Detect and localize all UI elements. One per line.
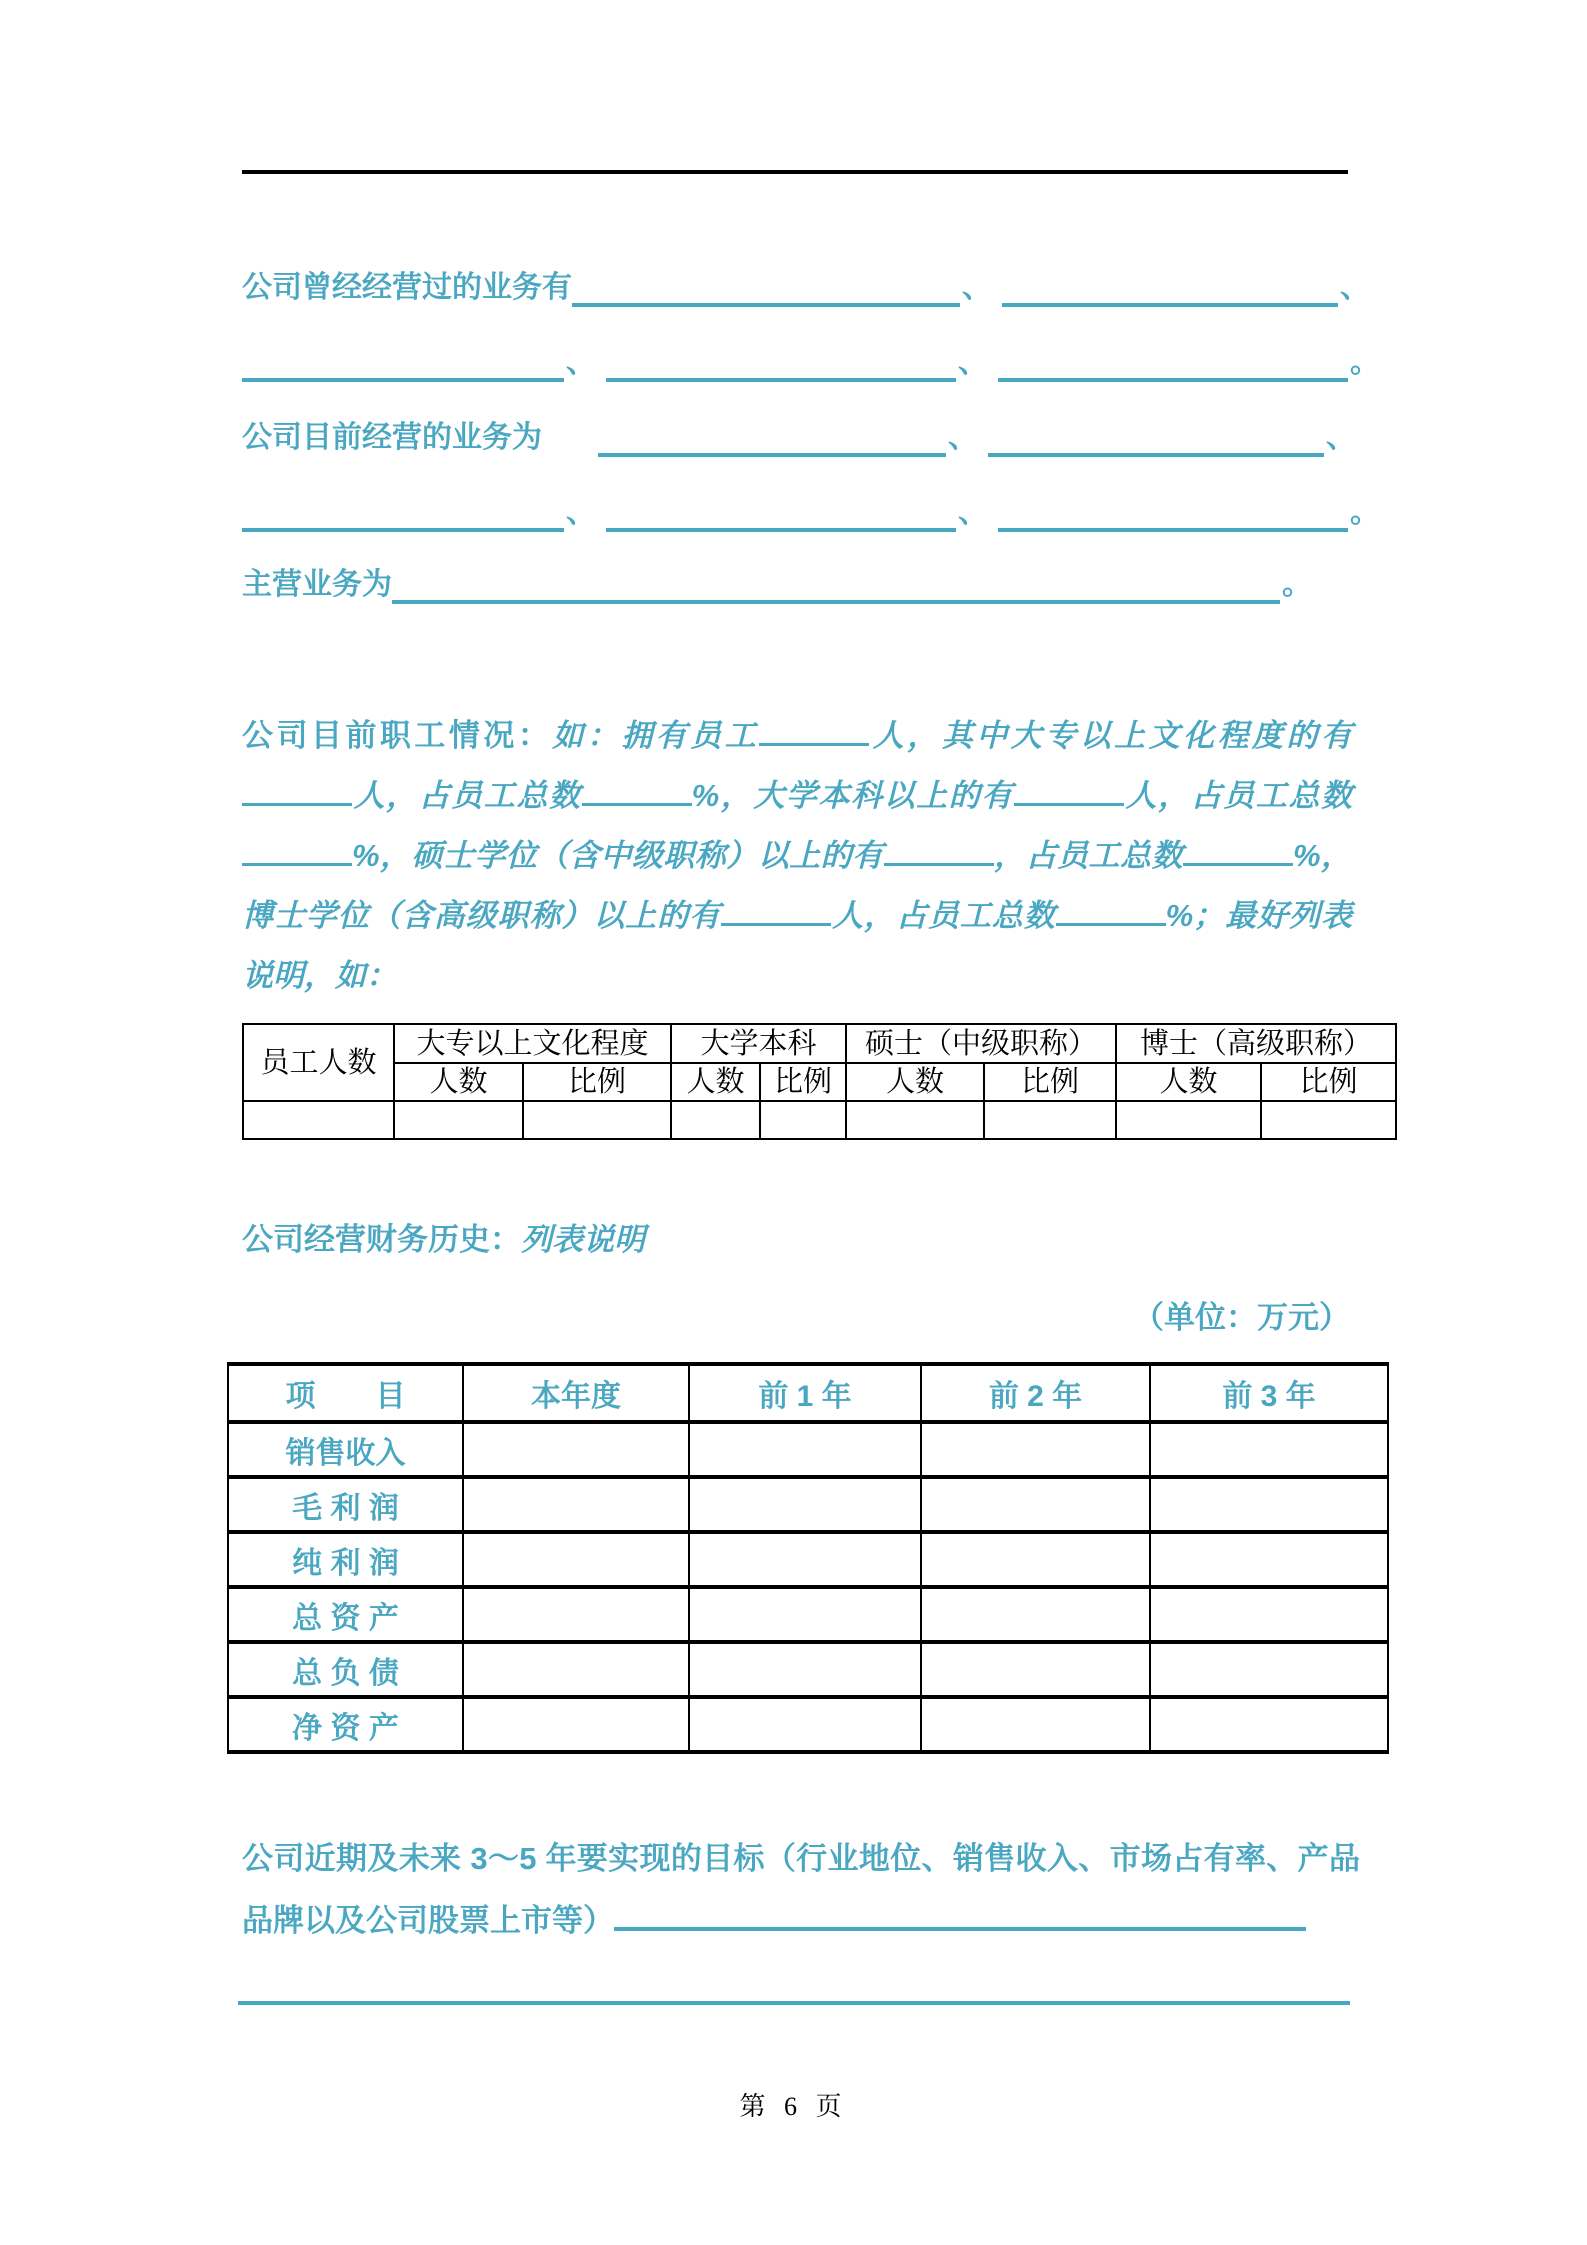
fill-blank bbox=[242, 837, 352, 866]
fill-blank bbox=[572, 269, 960, 307]
fill-blank bbox=[582, 777, 692, 806]
subheader-ratio: 比例 bbox=[523, 1063, 671, 1101]
staff-table bbox=[242, 1023, 1397, 1140]
empty-cell bbox=[1150, 1697, 1388, 1752]
finance-title bbox=[242, 1214, 645, 1259]
empty-cell bbox=[463, 1477, 689, 1532]
staff-paragraph-lead: 公司目前职工情况： bbox=[242, 718, 553, 753]
empty-cell bbox=[984, 1101, 1116, 1139]
period-mark: 。 bbox=[1350, 346, 1380, 379]
comma-mark: 、 bbox=[1340, 271, 1370, 304]
past-business-line-2 bbox=[242, 340, 1382, 382]
goals-text: 公司近期及未来 3～5 年要实现的目标（行业地位、销售收入、市场占有率、产品品牌以及公司股票上市等） bbox=[242, 1841, 1360, 1938]
empty-cell bbox=[921, 1477, 1150, 1532]
fill-blank bbox=[598, 419, 946, 457]
fill-blank bbox=[242, 777, 352, 806]
empty-cell bbox=[921, 1587, 1150, 1642]
subheader-ratio: 比例 bbox=[760, 1063, 846, 1101]
period-mark: 。 bbox=[1282, 568, 1312, 601]
comma-mark: 、 bbox=[958, 346, 988, 379]
empty-cell bbox=[463, 1642, 689, 1697]
fill-blank bbox=[998, 344, 1348, 382]
empty-cell bbox=[1261, 1101, 1396, 1139]
empty-cell bbox=[1150, 1642, 1388, 1697]
empty-cell bbox=[921, 1532, 1150, 1587]
row-label: 总 资 产 bbox=[228, 1587, 463, 1642]
empty-cell bbox=[671, 1101, 760, 1139]
current-business-line-2 bbox=[242, 490, 1382, 532]
row-label: 销售收入 bbox=[228, 1422, 463, 1477]
empty-cell bbox=[1150, 1477, 1388, 1532]
finance-row-sales bbox=[228, 1422, 1388, 1477]
past-business-line-1 bbox=[242, 265, 1372, 307]
empty-cell bbox=[689, 1422, 921, 1477]
empty-cell bbox=[463, 1422, 689, 1477]
finance-row-total-liabilities bbox=[228, 1642, 1388, 1697]
finance-header-current-year: 本年度 bbox=[463, 1364, 689, 1422]
empty-cell bbox=[1150, 1422, 1388, 1477]
finance-row-gross-profit bbox=[228, 1477, 1388, 1532]
subheader-count: 人数 bbox=[671, 1063, 760, 1101]
period-mark: 。 bbox=[1350, 496, 1380, 529]
fill-blank bbox=[1014, 777, 1124, 806]
empty-cell bbox=[689, 1477, 921, 1532]
empty-cell bbox=[689, 1642, 921, 1697]
finance-row-net-profit bbox=[228, 1532, 1388, 1587]
comma-mark: 、 bbox=[566, 496, 596, 529]
finance-header-year-2: 前 2 年 bbox=[921, 1364, 1150, 1422]
goals-paragraph bbox=[242, 1828, 1360, 1952]
staff-text: 人，占员工总数 bbox=[831, 898, 1056, 933]
empty-cell bbox=[463, 1697, 689, 1752]
staff-text: 总数 bbox=[1288, 778, 1353, 813]
page-number: 第 6 页 bbox=[739, 2092, 848, 2121]
fill-blank bbox=[988, 419, 1324, 457]
staff-table-group-bachelor: 大学本科 bbox=[671, 1024, 846, 1063]
staff-table-col1-header: 员工人数 bbox=[243, 1024, 394, 1101]
subheader-ratio: 比例 bbox=[984, 1063, 1116, 1101]
comma-mark: 、 bbox=[566, 346, 596, 379]
fill-blank bbox=[721, 897, 831, 926]
main-business-line bbox=[242, 562, 1314, 604]
empty-cell bbox=[463, 1532, 689, 1587]
unit-label: （单位：万元） bbox=[1133, 1300, 1350, 1335]
fill-blank bbox=[392, 566, 1280, 604]
comma-mark: 、 bbox=[958, 496, 988, 529]
fill-blank bbox=[1056, 897, 1166, 926]
subheader-ratio: 比例 bbox=[1261, 1063, 1396, 1101]
finance-title-note: 列表说明 bbox=[521, 1222, 645, 1257]
staff-table-group-doctor: 博士（高级职称） bbox=[1116, 1024, 1396, 1063]
staff-text: %，硕士学位（含中级职称）以上的有 bbox=[352, 838, 884, 873]
empty-cell bbox=[760, 1101, 846, 1139]
empty-cell bbox=[463, 1587, 689, 1642]
main-business-label: 主营业务为 bbox=[242, 568, 392, 601]
staff-text: %；最好列表说明，如： bbox=[242, 898, 1353, 993]
finance-row-total-assets bbox=[228, 1587, 1388, 1642]
fill-blank bbox=[998, 494, 1348, 532]
staff-text: 人，其中大专以上文化程度的有 bbox=[869, 718, 1353, 753]
fill-blank bbox=[1183, 837, 1293, 866]
staff-text: %，大学本科以上的有 bbox=[691, 778, 1014, 813]
empty-cell bbox=[243, 1101, 394, 1139]
empty-cell bbox=[1150, 1587, 1388, 1642]
empty-cell bbox=[523, 1101, 671, 1139]
current-business-line-1 bbox=[242, 415, 1358, 457]
fill-blank bbox=[242, 494, 564, 532]
fill-blank bbox=[1002, 269, 1338, 307]
fill-blank-line bbox=[238, 2001, 1350, 2005]
comma-mark: 、 bbox=[962, 271, 992, 304]
empty-cell bbox=[394, 1101, 523, 1139]
fill-blank bbox=[242, 344, 564, 382]
row-label: 纯 利 润 bbox=[228, 1532, 463, 1587]
comma-mark: 、 bbox=[948, 421, 978, 454]
finance-header-year-3: 前 3 年 bbox=[1150, 1364, 1388, 1422]
row-label: 净 资 产 bbox=[228, 1697, 463, 1752]
past-business-label: 公司曾经经营过的业务有 bbox=[242, 271, 572, 304]
subheader-count: 人数 bbox=[1116, 1063, 1261, 1101]
empty-cell bbox=[689, 1532, 921, 1587]
row-label: 总 负 债 bbox=[228, 1642, 463, 1697]
subheader-count: 人数 bbox=[394, 1063, 523, 1101]
staff-text: ，占员工总数 bbox=[993, 838, 1183, 873]
fill-blank bbox=[759, 717, 869, 746]
finance-title-lead: 公司经营财务历史： bbox=[242, 1222, 521, 1257]
staff-table-group-college: 大专以上文化程度 bbox=[394, 1024, 671, 1063]
fill-blank bbox=[606, 344, 956, 382]
header-rule bbox=[242, 170, 1348, 174]
finance-row-net-assets bbox=[228, 1697, 1388, 1752]
fill-blank bbox=[614, 1901, 1306, 1931]
row-label: 毛 利 润 bbox=[228, 1477, 463, 1532]
empty-cell bbox=[1116, 1101, 1261, 1139]
staff-paragraph bbox=[242, 706, 1352, 1006]
empty-cell bbox=[921, 1422, 1150, 1477]
staff-text: %，博士学位（含高级职称）以上的有 bbox=[242, 838, 1353, 933]
empty-cell bbox=[921, 1697, 1150, 1752]
staff-text: 人，占员工总数 bbox=[352, 778, 582, 813]
fill-blank bbox=[606, 494, 956, 532]
finance-header-item: 项 目 bbox=[228, 1364, 463, 1422]
staff-text: 如：拥有员工 bbox=[552, 718, 760, 753]
empty-cell bbox=[921, 1642, 1150, 1697]
finance-header-year-1: 前 1 年 bbox=[689, 1364, 921, 1422]
finance-table bbox=[227, 1362, 1389, 1754]
empty-cell bbox=[1150, 1532, 1388, 1587]
empty-cell bbox=[689, 1697, 921, 1752]
empty-cell bbox=[689, 1587, 921, 1642]
fill-blank bbox=[884, 837, 994, 866]
staff-table-group-master: 硕士（中级职称） bbox=[846, 1024, 1116, 1063]
staff-text: 人，占员工 bbox=[1123, 778, 1289, 813]
current-business-label: 公司目前经营的业务为 bbox=[242, 421, 542, 454]
comma-mark: 、 bbox=[1326, 421, 1356, 454]
empty-cell bbox=[846, 1101, 984, 1139]
subheader-count: 人数 bbox=[846, 1063, 984, 1101]
